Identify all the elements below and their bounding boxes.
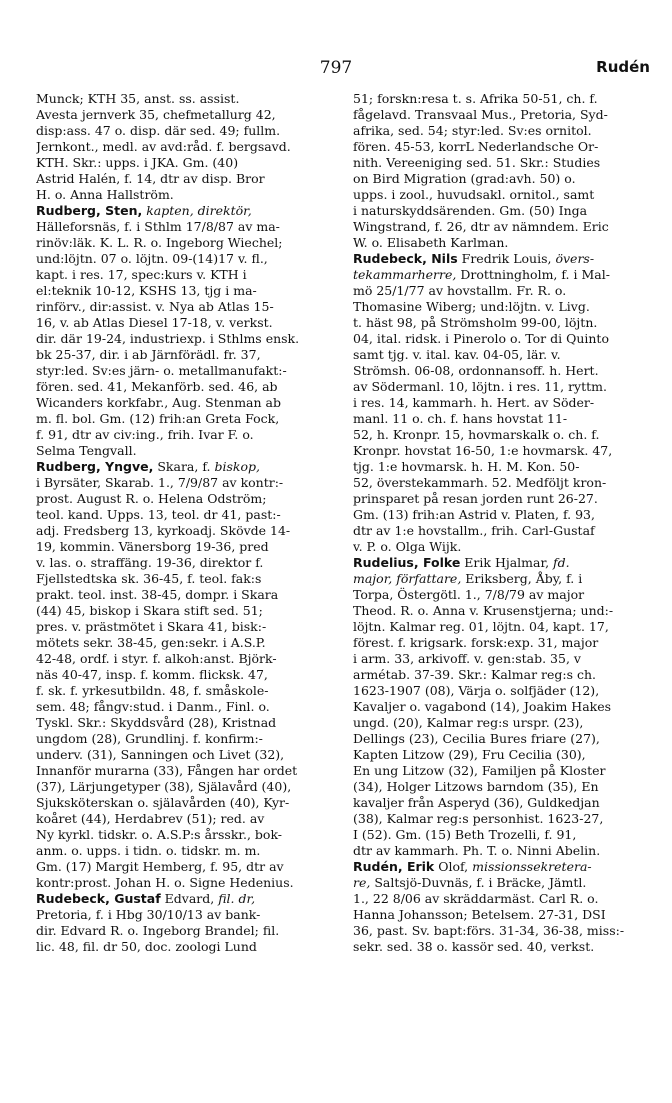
line-text: (37), Lärjungetyper (38), Själavård (40), [36,779,292,794]
line-text: dtr av 1:e hovstallm., frih. Carl-Gustaf [353,523,595,538]
text-line [353,715,649,731]
page-number: 797 [319,58,353,78]
text-line [36,363,332,379]
text-line [36,795,332,811]
text-line [36,939,332,955]
text-line [353,251,649,267]
line-text: (38), Kalmar reg:s personhist. 1623-27, [353,811,604,826]
text-line [36,635,332,651]
line-text: afrika, sed. 54; styr:led. Sv:es ornitol. [353,123,592,138]
line-text: rinförv., dir:assist. v. Nya ab Atlas 15- [36,299,274,314]
text-line [353,731,649,747]
text-line [353,203,649,219]
line-text: Torpa, Östergötl. 1., 7/8/79 av major [353,587,585,602]
text-line [353,907,649,923]
line-text: kapt. i res. 17, spec:kurs v. KTH i [36,267,247,282]
text-line [353,635,649,651]
line-text: Fredrik Louis, [457,251,552,266]
line-text: manl. 11 o. ch. f. hans hovstat 11- [353,411,568,426]
entry-title-italic: re, [353,875,371,890]
left-column [36,91,332,955]
text-line [353,683,649,699]
text-line [353,235,649,251]
line-text: Kavaljer o. vagabond (14), Joakim Hakes [353,699,612,714]
text-line [353,827,649,843]
line-text: 52, h. Kronpr. 15, hovmarskalk o. ch. f. [353,427,600,442]
line-text: (34), Holger Litzows barndom (35), En [353,779,599,794]
text-line [36,539,332,555]
text-line [36,827,332,843]
line-text: prinsparet på resan jorden runt 26-27. [353,491,598,506]
text-line [36,699,332,715]
text-line [36,219,332,235]
text-line [36,107,332,123]
line-text: Astrid Halén, f. 14, dtr av disp. Bror [36,171,265,186]
line-text: Saltsjö-Duvnäs, f. i Bräcke, Jämtl. [370,875,587,890]
text-line [353,315,649,331]
text-line [353,795,649,811]
line-text: näs 40-47, insp. f. komm. flicksk. 47, [36,667,268,682]
line-text: m. fl. bol. Gm. (12) frih:an Greta Fock, [36,411,280,426]
line-text: v. las. o. straffäng. 19-36, direktor f. [36,555,264,570]
entry-title-italic: major, författare, [353,571,462,586]
text-line [353,875,649,891]
line-text: ungdom (28), Grundlinj. f. konfirm:- [36,731,263,746]
line-text: disp:ass. 47 o. disp. där sed. 49; fullm. [36,123,281,138]
line-text: Kapten Litzow (29), Fru Cecilia (30), [353,747,586,762]
text-line [353,347,649,363]
text-line [353,91,649,107]
text-line [353,523,649,539]
text-line [36,715,332,731]
line-text: und:löjtn. 07 o. löjtn. 09-(14)17 v. fl., [36,251,268,266]
line-text: underv. (31), Sanningen och Livet (32), [36,747,285,762]
line-text: upps. i zool., huvudsakl. ornitol., samt [353,187,595,202]
line-text: prost. August R. o. Helena Odström; [36,491,267,506]
line-text: armétab. 37-39. Skr.: Kalmar reg:s ch. [353,667,597,682]
line-text: Edvard, [160,891,215,906]
line-text: Strömsh. 06-08, ordonnansoff. h. Hert. [353,363,599,378]
line-text: nith. Vereeniging sed. 51. Skr.: Studies [353,155,601,170]
text-line [36,203,332,219]
line-text: fågelavd. Transvaal Mus., Pretoria, Syd- [353,107,608,122]
line-text: Gm. (13) frih:an Astrid v. Platen, f. 93, [353,507,595,522]
text-line [36,555,332,571]
entry-name: Rudebeck, Gustaf [36,891,161,906]
line-text: löjtn. Kalmar reg. 01, löjtn. 04, kapt. 17, [353,619,609,634]
line-text: 19, kommin. Vänersborg 19-36, pred [36,539,269,554]
text-line [353,539,649,555]
line-text: prakt. teol. inst. 38-45, dompr. i Skara [36,587,279,602]
entry-title-italic: biskop, [210,459,260,474]
text-line [353,427,649,443]
text-line [36,923,332,939]
line-text: v. P. o. Olga Wijk. [353,539,462,554]
line-text: i naturskyddsärenden. Gm. (50) Inga [353,203,588,218]
text-line [36,651,332,667]
line-text: 52, överstekammarh. 52. Medföljt kron- [353,475,607,490]
line-text: Theod. R. o. Anna v. Krusenstjerna; und:- [353,603,614,618]
text-line [36,235,332,251]
text-line [353,459,649,475]
entry-name: Rudebeck, Nils [353,251,458,266]
line-text: Selma Tengvall. [36,443,137,458]
line-text: kavaljer från Asperyd (36), Guldkedjan [353,795,600,810]
line-text: 16, v. ab Atlas Diesel 17-18, v. verkst. [36,315,273,330]
line-text: lic. 48, fil. dr 50, doc. zoologi Lund [36,939,257,954]
line-text: fören. sed. 41, Mekanförb. sed. 46, ab [36,379,278,394]
text-line [353,779,649,795]
text-line [36,843,332,859]
line-text: av Södermanl. 10, löjtn. i res. 11, ryttm. [353,379,607,394]
text-line [36,171,332,187]
line-text: Dellings (23), Cecilia Bures friare (27), [353,731,600,746]
text-line [36,187,332,203]
line-text: (44) 45, biskop i Skara stift sed. 51; [36,603,263,618]
line-text: sem. 48; fångv:stud. i Danm., Finl. o. [36,699,270,714]
line-text: on Bird Migration (grad:avh. 50) o. [353,171,576,186]
line-text: Tyskl. Skr.: Skyddsvård (28), Kristnad [36,715,277,730]
text-line [36,523,332,539]
text-line [353,267,649,283]
line-text: dtr av kammarh. Ph. T. o. Ninni Abelin. [353,843,601,858]
line-text: Sjuksköterskan o. själavården (40), Kyr- [36,795,290,810]
text-line [353,571,649,587]
line-text: 51; forskn:resa t. s. Afrika 50-51, ch. f. [353,91,598,106]
line-text: Eriksberg, Åby, f. i [461,571,583,586]
line-text: I (52). Gm. (15) Beth Trozelli, f. 91, [353,827,577,842]
line-text: 42-48, ordf. i styr. f. alkoh:anst. Björk- [36,651,277,666]
text-line [36,459,332,475]
line-text: H. o. Anna Hallström. [36,187,174,202]
line-text: tjg. 1:e hovmarsk. h. H. M. Kon. 50- [353,459,580,474]
entry-name: Rudén, Erik [353,859,435,874]
entry-title-italic: missionssekretera- [468,859,592,874]
entry-name: Rudberg, Yngve, [36,459,154,474]
line-text: f. 91, dtr av civ:ing., frih. Ivar F. o. [36,427,254,442]
line-text: 36, past. Sv. bapt:förs. 31-34, 36-38, miss:- [353,923,625,938]
line-text: sekr. sed. 38 o. kassör sed. 40, verkst. [353,939,595,954]
text-line [36,747,332,763]
line-text: Skara, f. [153,459,211,474]
running-head: Rudén [596,58,650,76]
text-line [353,155,649,171]
text-line [36,571,332,587]
text-line [353,763,649,779]
text-line [353,891,649,907]
text-line [353,491,649,507]
entry-title-italic: övers- [551,251,595,266]
text-line [353,811,649,827]
line-text: Gm. (17) Margit Hemberg, f. 95, dtr av [36,859,284,874]
line-text: Thomasine Wiberg; und:löjtn. v. Livg. [353,299,590,314]
line-text: Olof, [434,859,469,874]
text-line [36,683,332,699]
text-line [36,347,332,363]
entry-title-italic: fd. [549,555,570,570]
line-text: styr:led. Sv:es järn- o. metallmanufakt:- [36,363,287,378]
text-line [36,251,332,267]
text-line [353,651,649,667]
text-line [36,507,332,523]
text-line [353,507,649,523]
text-line [353,171,649,187]
text-line [36,603,332,619]
text-line [36,379,332,395]
text-line [36,267,332,283]
text-line [353,475,649,491]
text-line [353,667,649,683]
text-line [36,491,332,507]
text-line [36,315,332,331]
line-text: mö 25/1/77 av hovstallm. Fr. R. o. [353,283,567,298]
text-line [353,923,649,939]
line-text: el:teknik 10-12, KSHS 13, tjg i ma- [36,283,257,298]
line-text: Kronpr. hovstat 16-50, 1:e hovmarsk. 47, [353,443,613,458]
line-text: Pretoria, f. i Hbg 30/10/13 av bank- [36,907,261,922]
entry-title-italic: fil. dr, [214,891,256,906]
line-text: bk 25-37, dir. i ab Järnförädl. fr. 37, [36,347,261,362]
right-column [353,91,649,955]
line-text: i res. 14, kammarh. h. Hert. av Söder- [353,395,595,410]
text-line [353,859,649,875]
line-text: 1623-1907 (08), Värja o. solfjäder (12), [353,683,600,698]
line-text: KTH. Skr.: upps. i JKA. Gm. (40) [36,155,239,170]
text-line [353,299,649,315]
line-text: mötets sekr. 38-45, gen:sekr. i A.S.P. [36,635,266,650]
line-text: koåret (44), Herdabrev (51); red. av [36,811,265,826]
text-line [353,283,649,299]
line-text: W. o. Elisabeth Karlman. [353,235,509,250]
line-text: 1., 22 8/06 av skräddarmäst. Carl R. o. [353,891,599,906]
text-line [36,475,332,491]
line-text: dir. Edvard R. o. Ingeborg Brandel; fil. [36,923,280,938]
text-line [353,619,649,635]
line-text: Drottningholm, f. i Mal- [456,267,610,282]
line-text: f. sk. f. yrkesutbildn. 48, f. småskole- [36,683,269,698]
text-line [36,859,332,875]
text-line [353,395,649,411]
line-text: ungd. (20), Kalmar reg:s urspr. (23), [353,715,584,730]
line-text: i arm. 33, arkivoff. v. gen:stab. 35, v [353,651,581,666]
text-line [353,699,649,715]
text-line [353,331,649,347]
text-line [36,875,332,891]
text-line [353,139,649,155]
text-line [36,587,332,603]
text-line [36,91,332,107]
line-text: anm. o. upps. i tidn. o. tidskr. m. m. [36,843,261,858]
text-line [36,443,332,459]
line-text: pres. v. prästmötet i Skara 41, bisk:- [36,619,267,634]
line-text: samt tjg. v. ital. kav. 04-05, lär. v. [353,347,561,362]
text-line [353,603,649,619]
text-line [353,939,649,955]
text-line [36,891,332,907]
line-text: Erik Hjalmar, [460,555,550,570]
text-line [36,667,332,683]
text-line [353,219,649,235]
line-text: rinöv:läk. K. L. R. o. Ingeborg Wiechel; [36,235,283,250]
text-line [353,411,649,427]
text-line [353,587,649,603]
line-text: kontr:prost. Johan H. o. Signe Hedenius. [36,875,294,890]
text-line [353,187,649,203]
entry-title-italic: tekammarherre, [353,267,457,282]
line-text: Wingstrand, f. 26, dtr av nämndem. Eric [353,219,609,234]
line-text: dir. där 19-24, industriexp. i Sthlms ensk. [36,331,300,346]
text-line [353,379,649,395]
text-line [36,155,332,171]
text-line [36,411,332,427]
text-line [36,283,332,299]
line-text: Innanför murarna (33), Fången har ordet [36,763,298,778]
text-line [353,843,649,859]
line-text: t. häst 98, på Strömsholm 99-00, löjtn. [353,315,598,330]
line-text: adj. Fredsberg 13, kyrkoadj. Skövde 14- [36,523,291,538]
text-line [36,907,332,923]
text-line [353,555,649,571]
line-text: förest. f. krigsark. forsk:exp. 31, major [353,635,599,650]
line-text: Jernkont., medl. av avd:råd. f. bergsavd. [36,139,291,154]
line-text: Ny kyrkl. tidskr. o. A.S.P:s årsskr., bok- [36,827,283,842]
line-text: Hanna Johansson; Betelsem. 27-31, DSI [353,907,606,922]
text-line [353,747,649,763]
text-line [36,139,332,155]
page-header [0,58,672,82]
text-line [36,619,332,635]
text-line [36,763,332,779]
line-text: En ung Litzow (32), Familjen på Kloster [353,763,606,778]
line-text: 04, ital. ridsk. i Pinerolo o. Tor di Quinto [353,331,609,346]
entry-title-italic: kapten, direktör, [142,203,252,218]
line-text: Wicanders korkfabr., Aug. Stenman ab [36,395,281,410]
text-line [353,107,649,123]
text-line [36,123,332,139]
text-line [36,779,332,795]
text-line [36,731,332,747]
text-line [36,427,332,443]
line-text: fören. 45-53, korrL Nederlandsche Or- [353,139,599,154]
text-line [36,811,332,827]
line-text: teol. kand. Upps. 13, teol. dr 41, past:- [36,507,281,522]
text-line [353,443,649,459]
text-line [353,363,649,379]
line-text: Fjellstedtska sk. 36-45, f. teol. fak:s [36,571,262,586]
line-text: Hälleforsnäs, f. i Sthlm 17/8/87 av ma- [36,219,280,234]
entry-name: Rudelius, Folke [353,555,461,570]
text-line [36,299,332,315]
line-text: Avesta jernverk 35, chefmetallurg 42, [36,107,276,122]
line-text: i Byrsäter, Skarab. 1., 7/9/87 av kontr:- [36,475,284,490]
text-line [36,331,332,347]
entry-name: Rudberg, Sten, [36,203,143,218]
line-text: Munck; KTH 35, anst. ss. assist. [36,91,240,106]
text-line [36,395,332,411]
text-line [353,123,649,139]
